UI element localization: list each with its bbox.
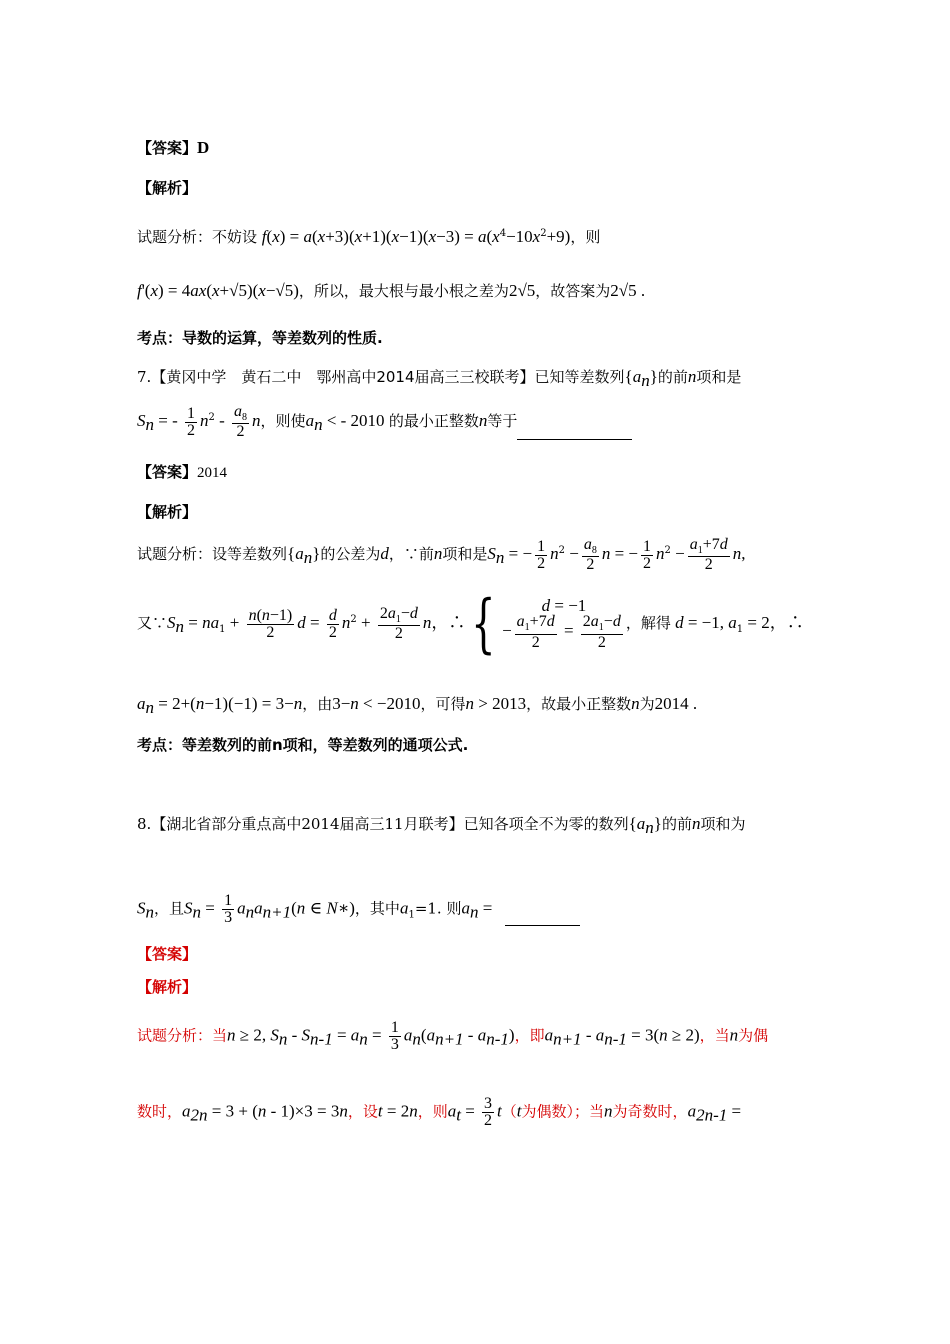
analysis-text: 数时， [137, 1102, 183, 1121]
answer-label: 【答案】 [137, 139, 198, 157]
q7-analysis-line2: 又$\because S_n = na_1$ + $\frac{n(n-1)}{2}$ d = $\frac{d}{2}$ $n^2$ + $\frac{2a_1-d}{2}$ n，∴{ d = −1 − $\frac{a_1+7d}{2}$ = $\frac{2a_1-d}{2}$ ，解得 d = −1, $a_1 = 2$，∴ [137, 587, 804, 661]
q7-stem-line1: 7.【黄冈中学 黄石二中 鄂州高中2014届高三三校联考】已知等差数列$\{a_n\}$的前n项和是 [137, 367, 742, 390]
analysis-text: 的公差为 [320, 545, 381, 564]
question-number: 7. [137, 368, 152, 386]
analysis-text: ，∵前 [388, 545, 434, 564]
analysis-text: ，故最小正整数 [526, 695, 632, 713]
analysis-text: 试题分析：设等差数列 [137, 545, 288, 564]
analysis-text: ，由 [302, 695, 333, 713]
question-text: 的前 [661, 815, 692, 833]
analysis-text: 为偶数）；当 [521, 1102, 605, 1121]
q8-analysis-label: 【解析】 [137, 978, 198, 996]
question-number: 8. [137, 815, 152, 833]
q7-analysis-line3: $a_n = 2+(n-1)(-1) = 3-n$，由3−n < −2010，可得n > 2013，故最小正整数n为2014 . [137, 694, 698, 717]
analysis-text: 项和是 [442, 545, 488, 564]
answer-value: 2014 [197, 465, 228, 481]
analysis-text: ，可得 [420, 695, 466, 713]
analysis-text: ，故答案为 [535, 282, 611, 300]
analysis-text: 为偶 [738, 1026, 769, 1045]
question-text: 项和是 [696, 368, 742, 386]
question-text: 已知等差数列 [534, 368, 625, 386]
analysis-text: 又∵ [137, 614, 168, 632]
question-text: =1. 则 [414, 899, 462, 918]
question-text: 等于 [487, 412, 518, 431]
q6-answer-line [137, 139, 209, 156]
q8-answer-label: 【答案】 [137, 945, 198, 963]
question-text: ，且 [154, 899, 185, 918]
formula: f [261, 227, 267, 246]
question-source: 【湖北省部分重点高中2014届高三11月联考】 [151, 815, 464, 833]
question-text: 已知各项全不为零的数列 [463, 815, 629, 833]
answer-value: D [197, 138, 210, 157]
analysis-text: 为奇数时， [612, 1102, 688, 1121]
analysis-text: 试题分析：当 [137, 1026, 228, 1045]
q8-stem-line2: $S_n$，且$S_n$ = $\frac{1}{3}$ $a_na_{n+1}(n$ ∈ N∗)，其中$a_1=1$. 则$a_n$ = [137, 893, 580, 926]
q8-analysis-line2: 数时，$a_{2n} = 3 + (n - 1)\times 3 = 3n$，设t = 2n，则$a_t$ = $\frac{3}{2}$ t（t为偶数）；当n为奇数时，$a_{2n-1}$ = [137, 1095, 742, 1129]
question-text: 的前 [657, 368, 688, 386]
question-text: ，其中 [354, 899, 400, 918]
q7-stem-line2: $S_n$ = - $\frac{1}{2}$ $n^2$ - $\frac{a_8}{2}$ n，则使$a_n$ < - 2010 的最小正整数n等于 [137, 404, 632, 440]
analysis-text: ，则 [570, 228, 601, 246]
q6-analysis-label: 【解析】 [137, 179, 198, 197]
analysis-text: 试题分析：不妨设 [137, 228, 258, 246]
q7-analysis-label: 【解析】 [137, 503, 198, 521]
q7-analysis-line1: 试题分析：设等差数列$\{a_n\}$的公差为d，∵前n项和是$S_n$ = − $\frac{1}{2}$ $n^2$ − $\frac{a_8}{2}$ n = − $\frac{1}{2}$ $n^2$ − $\frac{a_1+7d}{2}$ n, [137, 536, 746, 574]
analysis-text: ，则 [417, 1102, 448, 1121]
analysis-text: ，解得 [625, 614, 671, 632]
question-source: 【黄冈中学 黄石二中 鄂州高中2014届高三三校联考】 [151, 368, 535, 386]
analysis-text: ，所以，最大根与最小根之差为 [298, 282, 509, 300]
question-text: 项和为 [700, 815, 746, 833]
q7-point: 考点：等差数列的前n项和，等差数列的通项公式. [137, 736, 469, 754]
q6-point: 考点：导数的运算，等差数列的性质. [137, 329, 383, 347]
analysis-text: 为 [639, 695, 655, 713]
left-brace: { [471, 587, 496, 661]
answer-blank [505, 911, 580, 926]
q8-analysis-line1: 试题分析：当n ≥ 2, $S_n - S_{n-1} = a_n$ = $\frac{1}{3}$ $a_n(a_{n+1} - a_{n-1})$，即$a_{n+1} - a_{n-1} = 3(n \ge 2)$，当n为偶 [137, 1019, 769, 1053]
analysis-text: ，当 [699, 1026, 730, 1045]
q6-analysis-line1: 试题分析：不妨设 $f(x) = a(x+3)(x+1)(x-1)(x-3) = a(x^4-10x^2+9)$，则 [137, 227, 601, 246]
question-text: ，则使 [260, 412, 306, 431]
q7-answer-line [137, 465, 227, 481]
answer-label: 【答案】 [137, 463, 198, 481]
analysis-text: ，即 [514, 1026, 545, 1045]
answer-blank [517, 425, 632, 440]
analysis-text: （ [501, 1102, 517, 1121]
q6-analysis-line2: f'(x) = 4ax(x+√5)(x−√5)，所以，最大根与最小根之差为2√5，故答案为2√5 . [137, 281, 646, 300]
question-text: 的最小正整数 [388, 412, 479, 431]
equation-system: d = −1 − $\frac{a_1+7d}{2}$ = $\frac{2a_1-d}{2}$ [502, 596, 621, 651]
analysis-text: ，设 [347, 1102, 378, 1121]
q8-stem-line1: 8.【湖北省部分重点高中2014届高三11月联考】已知各项全不为零的数列$\{a_n\}$的前n项和为 [137, 814, 746, 837]
